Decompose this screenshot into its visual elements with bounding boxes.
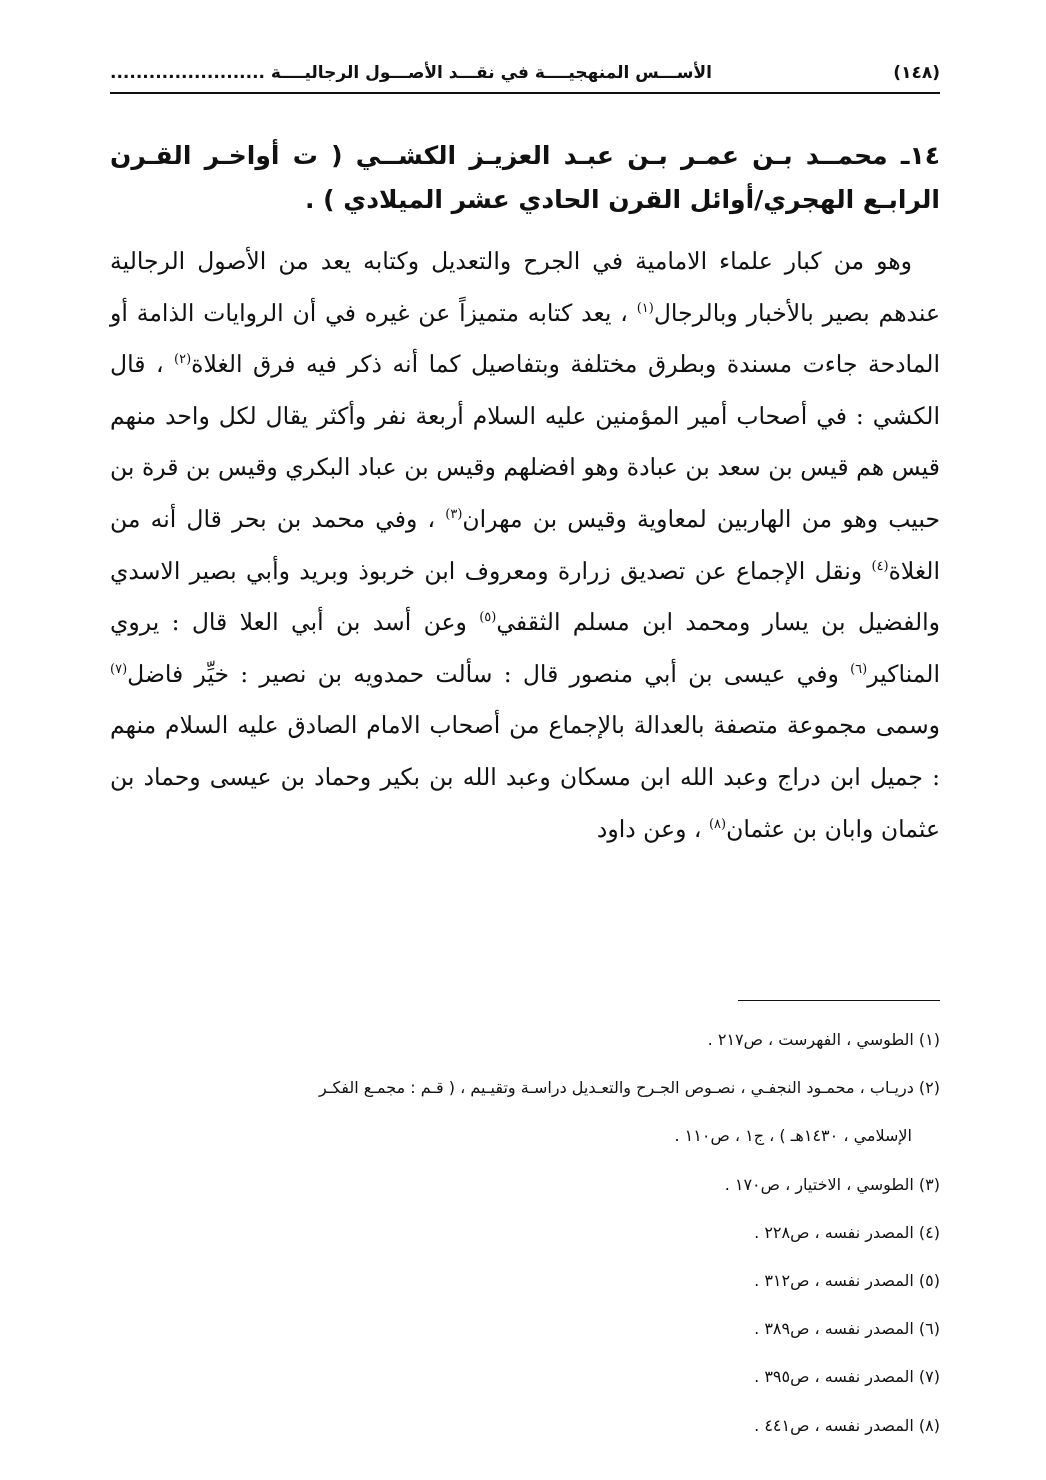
header-rule bbox=[110, 92, 940, 94]
page-number: (١٤٨) bbox=[893, 63, 940, 83]
footnote-item bbox=[110, 1064, 940, 1160]
footnote-text: (٢) دريـاب ، محمـود النجفـي ، نصـوص الجـرح والتعـديل دراسـة وتقيـيم ، ( قـم : مجمـع الفكـر bbox=[318, 1078, 940, 1098]
body-text-segment: وهو من كبار علماء الامامية في الجرح والتعديل وكتابه يعد من الأصول الرجالية عندهم بصير بالأخبار وبالرجال bbox=[110, 247, 940, 327]
footnote-item: (٤) المصدر نفسه ، ص٢٢٨ . bbox=[754, 1222, 940, 1242]
footnote-ref[interactable]: (٨) bbox=[708, 816, 727, 832]
body-text-segment: ، قال الكشي : في أصحاب أمير المؤمنين عليه السلام أربعة نفر وأكثر يقال لكل واحد منهم قيس هم قيس بن سعد بن عبادة وهو افضلهم وقيس بن عباد البكري وقيس بن قرة بن حبيب وهو من الهاربين لمعاوية وقيس بن مهران bbox=[110, 350, 940, 533]
body-text-segment: وفي عيسى بن أبي منصور قال : سألت حمدويه بن نصير : خيِّر فاضل bbox=[127, 659, 851, 688]
body-text-segment: ، يعد كتابه متميزاً عن غيره في أن الروايات الذامة أو المادحة جاءت مسندة وبطرق مختلفة وبتفاصيل كما أنه ذكر فيه فرق الغلاة bbox=[110, 298, 940, 379]
footnote-item: (٧) المصدر نفسه ، ص٣٩٥ . bbox=[754, 1367, 940, 1387]
footnote-item: (١) الطوسي ، الفهرست ، ص٢١٧ . bbox=[707, 1030, 940, 1049]
footnote-continuation: الإسلامي ، ١٤٣٠هـ ) ، ج١ ، ص١١٠ . bbox=[674, 1126, 912, 1146]
running-title bbox=[110, 63, 712, 83]
footnote-separator bbox=[738, 1000, 940, 1001]
footnotes-list bbox=[110, 1016, 940, 1450]
footnote-ref[interactable]: (٥) bbox=[479, 610, 497, 626]
footnote-ref[interactable]: (٣) bbox=[445, 507, 463, 523]
footnote-item: (٨) المصدر نفسه ، ص٤٤١ . bbox=[754, 1415, 940, 1435]
running-title-dots: ........................ bbox=[110, 63, 265, 83]
footnote-ref[interactable]: (٦) bbox=[850, 661, 868, 677]
body-text-segment: وعن أسد بن أبي العلا قال : يروي المناكير bbox=[110, 608, 940, 688]
footnote-item: (٣) الطوسي ، الاختيار ، ص١٧٠ . bbox=[724, 1174, 940, 1194]
running-header bbox=[110, 56, 940, 90]
body-text-segment: ، وفي محمد بن بحر قال أنه من الغلاة bbox=[110, 504, 940, 585]
body-text-segment: ، وعن داود bbox=[596, 814, 709, 843]
footnote-item: (٦) المصدر نفسه ، ص٣٨٩ . bbox=[754, 1319, 940, 1339]
footnote-item: (٥) المصدر نفسه ، ص٣١٢ . bbox=[754, 1271, 940, 1291]
body-text-segment: ونقل الإجماع عن تصديق زرارة ومعروف ابن خربوذ وبريد وأبي بصير الاسدي والفضيل بن يسار ومحمد ابن مسلم الثقفي bbox=[110, 556, 941, 637]
running-title-text: الأســـس المنهجيــــة في نقـــد الأصـــول الرجاليــــة bbox=[270, 63, 712, 83]
footnote-ref[interactable]: (٧) bbox=[110, 661, 128, 677]
body-text-segment: وسمى مجموعة متصفة بالعدالة بالإجماع من أصحاب الامام الصادق عليه السلام منهم : جميل ابن دراج وعبد الله ابن مسكان وعبد الله بن بكير وحماد بن عيسى وحماد بن عثمان وابان بن عثمان bbox=[110, 711, 940, 843]
footnote-ref[interactable]: (٢) bbox=[174, 352, 192, 368]
body-paragraph bbox=[110, 236, 940, 855]
section-heading: ١٤ـ محمــد بـن عمـر بـن عبـد العزيـز الكشــي ( ت أواخـر القـرن الرابـع الهجري/أوائل القرن الحادي عشر الميلادي ) . bbox=[110, 141, 940, 214]
footnote-ref[interactable]: (٤) bbox=[871, 558, 889, 574]
footnote-ref[interactable]: (١) bbox=[636, 300, 654, 316]
